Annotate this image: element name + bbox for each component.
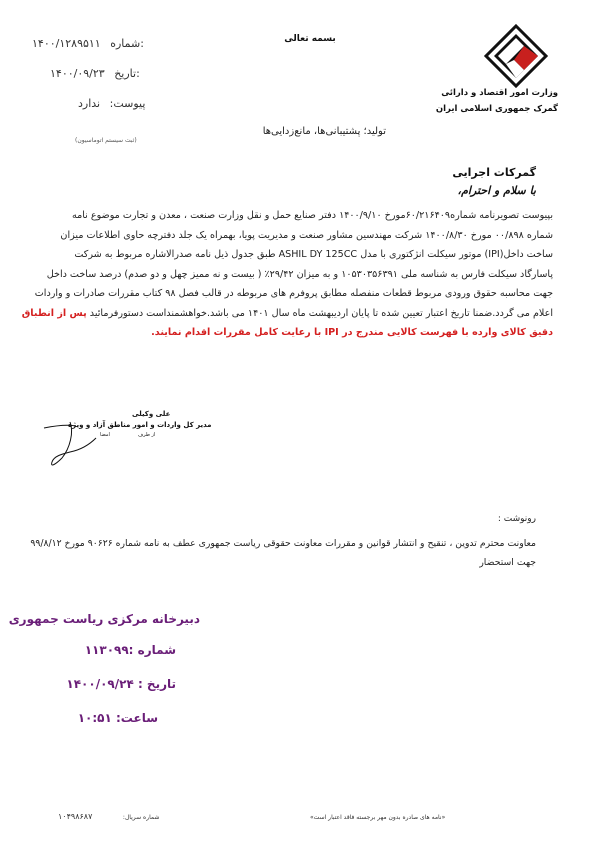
body-line: ساخت داخل(IPI) موتور سیکلت انژکتوری با مدل ASHIL DY 125CC طبق جدول ذیل نامه صدرالاشاره مربوط به شرکت xyxy=(74,249,553,260)
cc-label: رونوشت : xyxy=(497,514,536,524)
auto-system-note: (ثبت سیستم اتوماسیون) xyxy=(75,137,137,144)
body-line: بپیوست تصویرنامه شماره۶۰/۲۱۶۴۰۹مورخ ۱۴۰۰/۹/۱۰ دفتر صنایع حمل و نقل وزارت صنعت ، معدن و تجارت موضوع نامه xyxy=(71,210,553,221)
basmala: بسمه تعالی xyxy=(284,34,336,44)
letter-number-label: شماره: xyxy=(110,37,144,50)
body-line-text: اعلام می گردد.ضمنا تاریخ اعتبار تعیین شده تا پایان اردیبهشت ماه سال ۱۴۰۱ می باشد.خواهشمنداست دستورفرمائید xyxy=(89,307,553,319)
letter-number-value: ۱۴۰۰/۱۲۸۹۵۱۱ xyxy=(32,37,101,50)
cc-line: معاونت محترم تدوین ، تنقیح و انتشار قوانین و مقررات معاونت حقوقی ریاست جمهوری عطف به نامه شماره ۹۰۶۲۶ مورخ ۹۹/۸/۱۲ xyxy=(30,538,536,549)
letter-body xyxy=(21,206,553,343)
body-line-emphasis: پس از انطباق xyxy=(21,307,87,319)
letter-attachment-value: ندارد xyxy=(78,97,101,110)
signer-title: مدیر کل واردات و امور مناطق آزاد و ویژه xyxy=(68,421,212,429)
letter-number xyxy=(26,37,144,50)
letter-date-label: تاریخ: xyxy=(114,67,140,80)
signer-sub2: امضا xyxy=(100,432,110,438)
stamp-time: ساعت: ۱۰:۵۱ xyxy=(77,711,158,725)
body-line: شماره ۰۰/۸۹۸ مورخ ۱۴۰۰/۸/۳۰ شرکت مهندسین مشاور صنعت و مدیریت پویا، بهمراه یک جلد دفترچه حاوی اطلاعات میزان xyxy=(60,229,553,241)
letter-attachment xyxy=(78,97,145,110)
letter-attachment-label: پیوست: xyxy=(109,97,146,110)
body-line: پاسارگاد سیکلت فارس به شناسه ملی ۱۰۵۳۰۳۵۶۳۹۱ و به میزان ۲۹/۴۲٪ ( بیست و نه ممیز چهل و دو صدم) درصد ساخت داخل xyxy=(46,268,553,280)
body-line xyxy=(21,304,553,324)
footer-serial xyxy=(58,812,159,821)
body-line-emphasis: دقیق کالای وارده با فهرست کالایی مندرج در IPI با رعایت کامل مقررات اقدام نمایند. xyxy=(151,327,553,338)
letter-date xyxy=(44,67,140,80)
greeting: با سلام و احترام، xyxy=(457,184,536,197)
ministry-name: وزارت امور اقتصاد و دارائی xyxy=(441,88,558,98)
body-line: جهت محاسبه حقوق ورودی مربوط قطعات منفصله مطابق پروفرم های مربوطه در قالب فصل ۹۸ کتاب مقررات صادرات و واردات xyxy=(34,288,553,299)
signature-block xyxy=(40,408,210,468)
recipient: گمرکات اجرایی xyxy=(452,166,536,179)
footer-serial-label: شماره سریال: xyxy=(122,814,160,821)
customs-logo xyxy=(484,24,548,88)
signer-sub: از طرف xyxy=(138,432,156,438)
stamp-number: شماره :۱۱۳۰۹۹ xyxy=(84,643,176,657)
footer-serial-value: ۱۰۴۹۸۶۸۷ xyxy=(58,812,93,821)
cc-line: جهت استحضار xyxy=(479,557,536,568)
stamp-date: تاریخ : ۱۴۰۰/۰۹/۲۴ xyxy=(66,677,176,691)
letter-date-value: ۱۴۰۰/۰۹/۲۳ xyxy=(50,67,105,80)
signer-name: علی وکیلی xyxy=(132,410,171,418)
subject: تولید؛ پشتیبانی‌ها، مانع‌زدایی‌ها xyxy=(262,126,386,137)
customs-name: گمرک جمهوری اسلامی ایران xyxy=(435,104,558,114)
stamp-title: دبیرخانه مرکزی ریاست جمهوری xyxy=(8,612,200,626)
handwritten-signature xyxy=(40,418,120,470)
footer-note: «نامه های صادره بدون مهر برجسته فاقد اعتبار است» xyxy=(310,814,446,821)
